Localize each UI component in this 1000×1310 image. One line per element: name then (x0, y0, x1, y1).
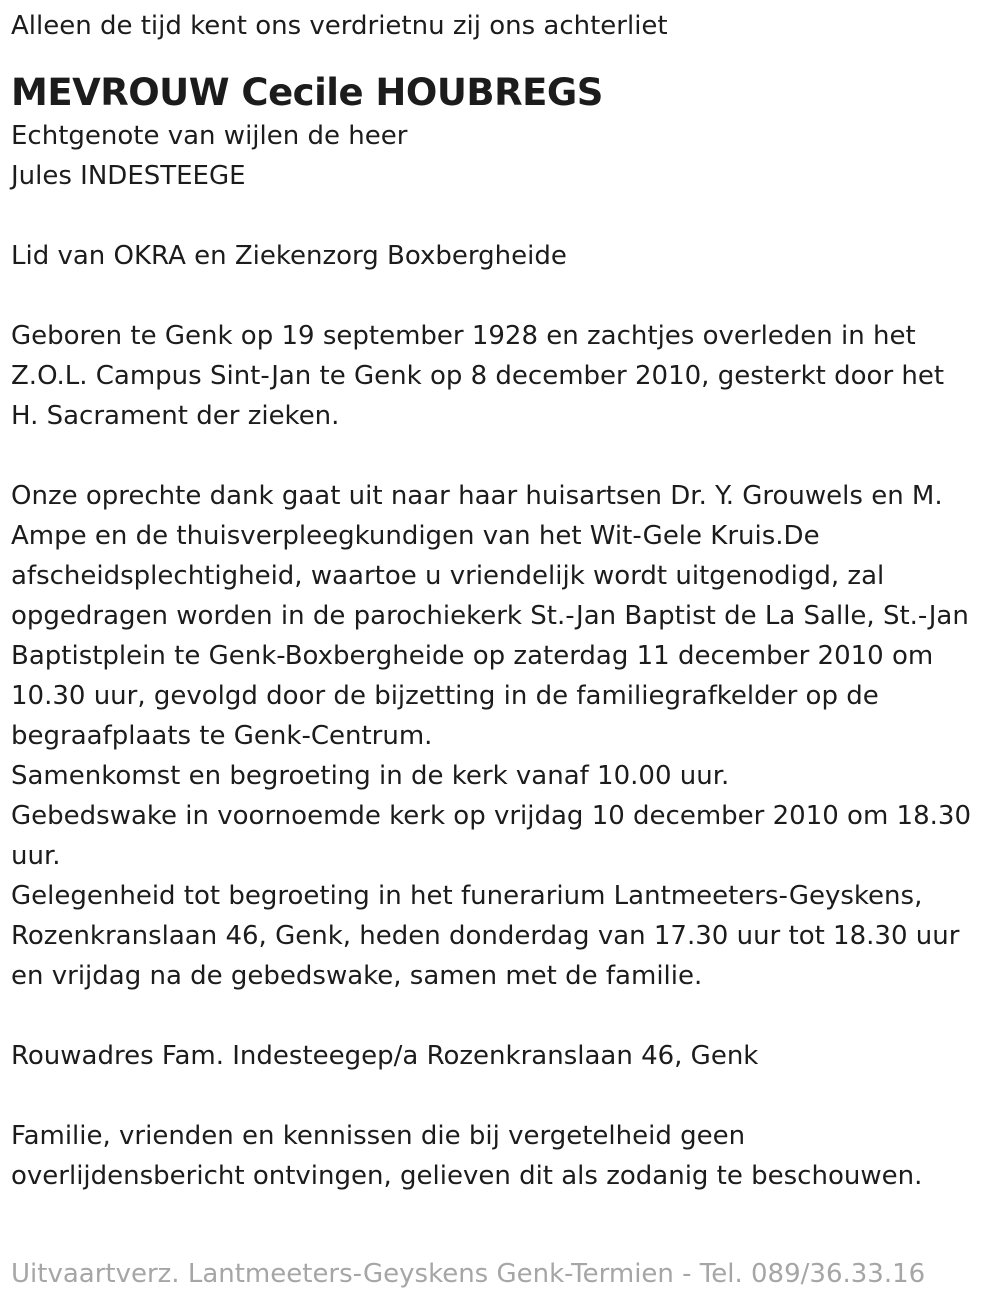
paragraph-line: en vrijdag na de gebedswake, samen met de familie. (11, 961, 703, 991)
paragraph-line: uur. (11, 841, 61, 871)
undertaker-footer: Uitvaartverz. Lantmeeters-Geyskens Genk-Termien - Tel. 089/36.33.16 (11, 1259, 926, 1289)
membership-line: Lid van OKRA en Ziekenzorg Boxbergheide (11, 241, 567, 271)
paragraph-line: Samenkomst en begroeting in de kerk vanaf 10.00 uur. (11, 761, 730, 791)
opening-quote: Alleen de tijd kent ons verdrietnu zij ons achterliet (11, 11, 668, 41)
paragraph-line: Gebedswake in voornoemde kerk op vrijdag 10 december 2010 om 18.30 (11, 801, 971, 831)
paragraph-line: Ampe en de thuisverpleegkundigen van het Wit-Gele Kruis.De (11, 521, 820, 551)
notice-paragraph (11, 1116, 991, 1196)
paragraph-line: Geboren te Genk op 19 september 1928 en zachtjes overleden in het (11, 321, 916, 351)
paragraph-line: Familie, vrienden en kennissen die bij vergetelheid geen (11, 1121, 746, 1151)
spouse-line: Echtgenote van wijlen de heer (11, 121, 408, 151)
paragraph-line: 10.30 uur, gevolgd door de bijzetting in de familiegrafkelder op de (11, 681, 879, 711)
paragraph-line: Gelegenheid tot begroeting in het funerarium Lantmeeters-Geyskens, (11, 881, 923, 911)
obituary-document (11, 6, 991, 1196)
paragraph-line: Z.O.L. Campus Sint-Jan te Genk op 8 december 2010, gesterkt door het (11, 361, 945, 391)
deceased-name: MEVROUW Cecile HOUBREGS (11, 71, 603, 114)
paragraph-line: afscheidsplechtigheid, waartoe u vriendelijk wordt uitgenodigd, zal (11, 561, 885, 591)
paragraph-line: Rozenkranslaan 46, Genk, heden donderdag van 17.30 uur tot 18.30 uur (11, 921, 960, 951)
spouse-name: Jules INDESTEEGE (11, 161, 246, 191)
paragraph-line: H. Sacrament der zieken. (11, 401, 340, 431)
ceremony-paragraph (11, 476, 991, 996)
paragraph-line: Baptistplein te Genk-Boxbergheide op zaterdag 11 december 2010 om (11, 641, 934, 671)
paragraph-line: overlijdensbericht ontvingen, gelieven dit als zodanig te beschouwen. (11, 1161, 923, 1191)
paragraph-line: Onze oprechte dank gaat uit naar haar huisartsen Dr. Y. Grouwels en M. (11, 481, 943, 511)
mourning-address: Rouwadres Fam. Indesteegep/a Rozenkranslaan 46, Genk (11, 1041, 759, 1071)
birth-death-paragraph (11, 316, 991, 436)
paragraph-line: opgedragen worden in de parochiekerk St.-Jan Baptist de La Salle, St.-Jan (11, 601, 969, 631)
paragraph-line: begraafplaats te Genk-Centrum. (11, 721, 433, 751)
